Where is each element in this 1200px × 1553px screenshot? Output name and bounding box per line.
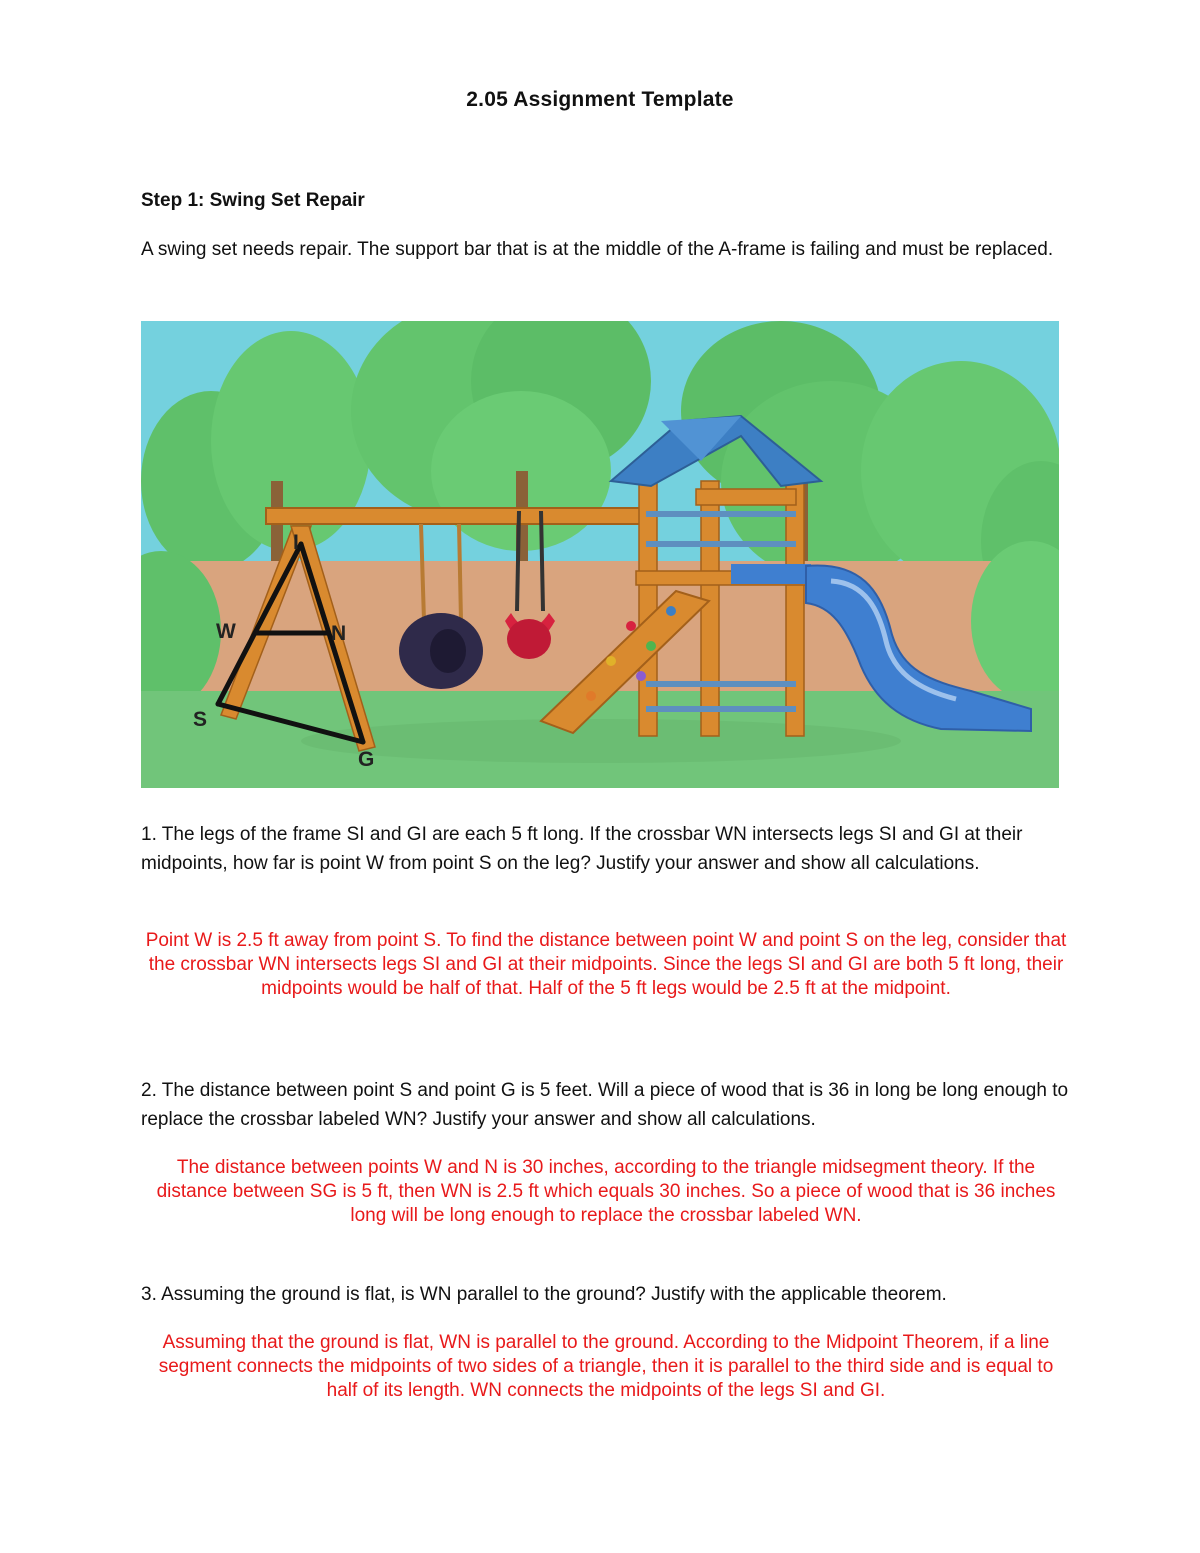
label-n: N	[331, 622, 347, 645]
label-s: S	[193, 708, 208, 731]
label-w: W	[216, 620, 236, 643]
answer-1: Point W is 2.5 ft away from point S. To find the distance between point W and point S on the leg, consider that the crossbar WN intersects legs SI and GI at their midpoints. Since the legs SI and GI are both 5 ft long, their midpoints would be half of that. Half of the 5 ft legs would be 2.5 ft at the midpoint.	[145, 930, 1067, 999]
question-1: 1. The legs of the frame SI and GI are each 5 ft long. If the crossbar WN intersects legs SI and GI at their midpoints, how far is point W from point S on the leg? Justify your answer and show all calculations.	[141, 824, 1023, 874]
question-2: 2. The distance between point S and point G is 5 feet. Will a piece of wood that is 36 in long be long enough to replace the crossbar labeled WN? Justify your answer and show all calculations.	[141, 1080, 1069, 1130]
intro-paragraph: A swing set needs repair. The support bar that is at the middle of the A-frame is failing and must be replaced.	[141, 239, 1054, 260]
answer-3: Assuming that the ground is flat, WN is parallel to the ground. According to the Midpoint Theorem, if a line segment connects the midpoints of two sides of a triangle, then it is parallel to the third side and is equal to half of its length. WN connects the midpoints of the legs SI and GI.	[158, 1332, 1054, 1401]
label-g: G	[358, 748, 375, 771]
swing-beam	[266, 508, 641, 524]
question-3: 3. Assuming the ground is flat, is WN parallel to the ground? Justify with the applicable theorem.	[141, 1284, 947, 1305]
document-title: 2.05 Assignment Template	[466, 88, 734, 111]
answer-2: The distance between points W and N is 30 inches, according to the triangle midsegment theory. If the distance between SG is 5 ft, then WN is 2.5 ft which equals 30 inches. So a piece of wood that is 36 inches long will be long enough to replace the crossbar labeled WN.	[156, 1157, 1056, 1226]
label-i: I	[293, 531, 299, 554]
step-heading: Step 1: Swing Set Repair	[141, 190, 365, 211]
swing-set-illustration	[141, 321, 1059, 788]
